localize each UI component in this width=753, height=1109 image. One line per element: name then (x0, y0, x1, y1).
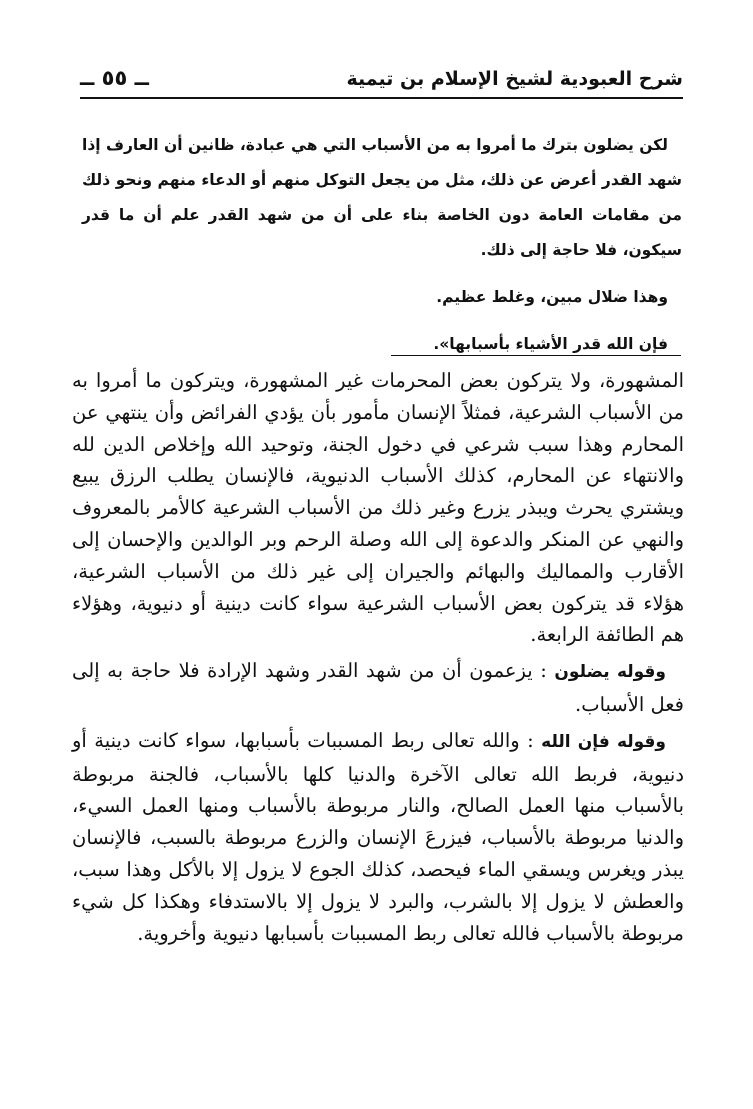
paragraph-text: : والله تعالى ربط المسببات بأسبابها، سواء كانت دينية أو دنيوية، فربط الله تعالى الآخرة والدنيا كلها بالأسباب، فالجنة مربوطة بالأسباب منها العمل الصالح، والنار مربوطة بالأسباب ومنها العمل السيء، والدنيا مربوطة بالأسباب، فيزرعَ الإنسان والزرع مربوطة بالسبب، فالإنسان يبذر ويغرس ويسقي الماء فيحصد، كذلك الجوع لا يزول إلا بالأكل وهذا سبب، والعطش لا يزول إلا بالشرب، والبرد لا يزول إلا بالاستدفاء وهكذا كل شيء مربوطة بالأسباب فالله تعالى ربط المسببات بأسبابها دنيوية وأخروية. (72, 728, 684, 945)
page-number: ــ ٥٥ ــ (80, 66, 149, 90)
paragraph-text: : يزعمون أن من شهد القدر وشهد الإرادة فلا حاجة به إلى فعل الأسباب. (72, 659, 684, 716)
quote-paragraph: فإن الله قدر الأشياء بأسبابها». (433, 335, 668, 353)
quote-paragraph: وهذا ضلال مبين، وغلط عظيم. (436, 288, 668, 306)
commentary-paragraph (72, 655, 684, 721)
running-header (80, 64, 683, 100)
paragraph-lead: وقوله يضلون (554, 662, 666, 683)
commentary-paragraph (72, 725, 684, 950)
paragraph-lead: وقوله فإن الله (541, 731, 666, 752)
quoted-text-block (82, 128, 682, 362)
commentary-paragraph: المشهورة، ولا يتركون بعض المحرمات غير المشهورة، ويتركون ما أمروا به من الأسباب الشرعية، فمثلاً الإنسان مأمور بأن يؤدي الفرائض وأن ينتهي عن المحارم وهذا سبب شرعي في دخول الجنة، وتوحيد الله وإخلاص الدين لله والانتهاء عن المحارم، كذلك الأسباب الدنيوية، فالإنسان يطلب الرزق يبيع ويشتري يحرث ويبذر يزرع وغير ذلك من الأسباب الشرعية كالأمر بالمعروف والنهي عن المنكر والدعوة إلى الله وصلة الرحم وبر الوالدين والإحسان إلى الأقارب والمماليك والبهائم والجيران إلى غير ذلك من الأسباب الشرعية، هؤلاء قد يتركون بعض الأسباب الشرعية سواء كانت دينية أو دنيوية، وهؤلاء هم الطائفة الرابعة. (72, 369, 684, 647)
book-title: شرح العبودية لشيخ الإسلام بن تيمية (346, 68, 683, 90)
section-separator (391, 355, 681, 356)
header-rule (80, 97, 683, 99)
commentary-block (72, 365, 684, 949)
quote-paragraph: لكن يضلون بترك ما أمروا به من الأسباب التي هي عبادة، ظانين أن العارف إذا شهد القدر أعرض عن ذلك، مثل من يجعل التوكل منهم أو الدعاء منهم ونحو ذلك من مقامات العامة دون الخاصة بناء على أن من شهد القدر علم أن ما قدر سيكون، فلا حاجة إلى ذلك. (82, 136, 682, 259)
